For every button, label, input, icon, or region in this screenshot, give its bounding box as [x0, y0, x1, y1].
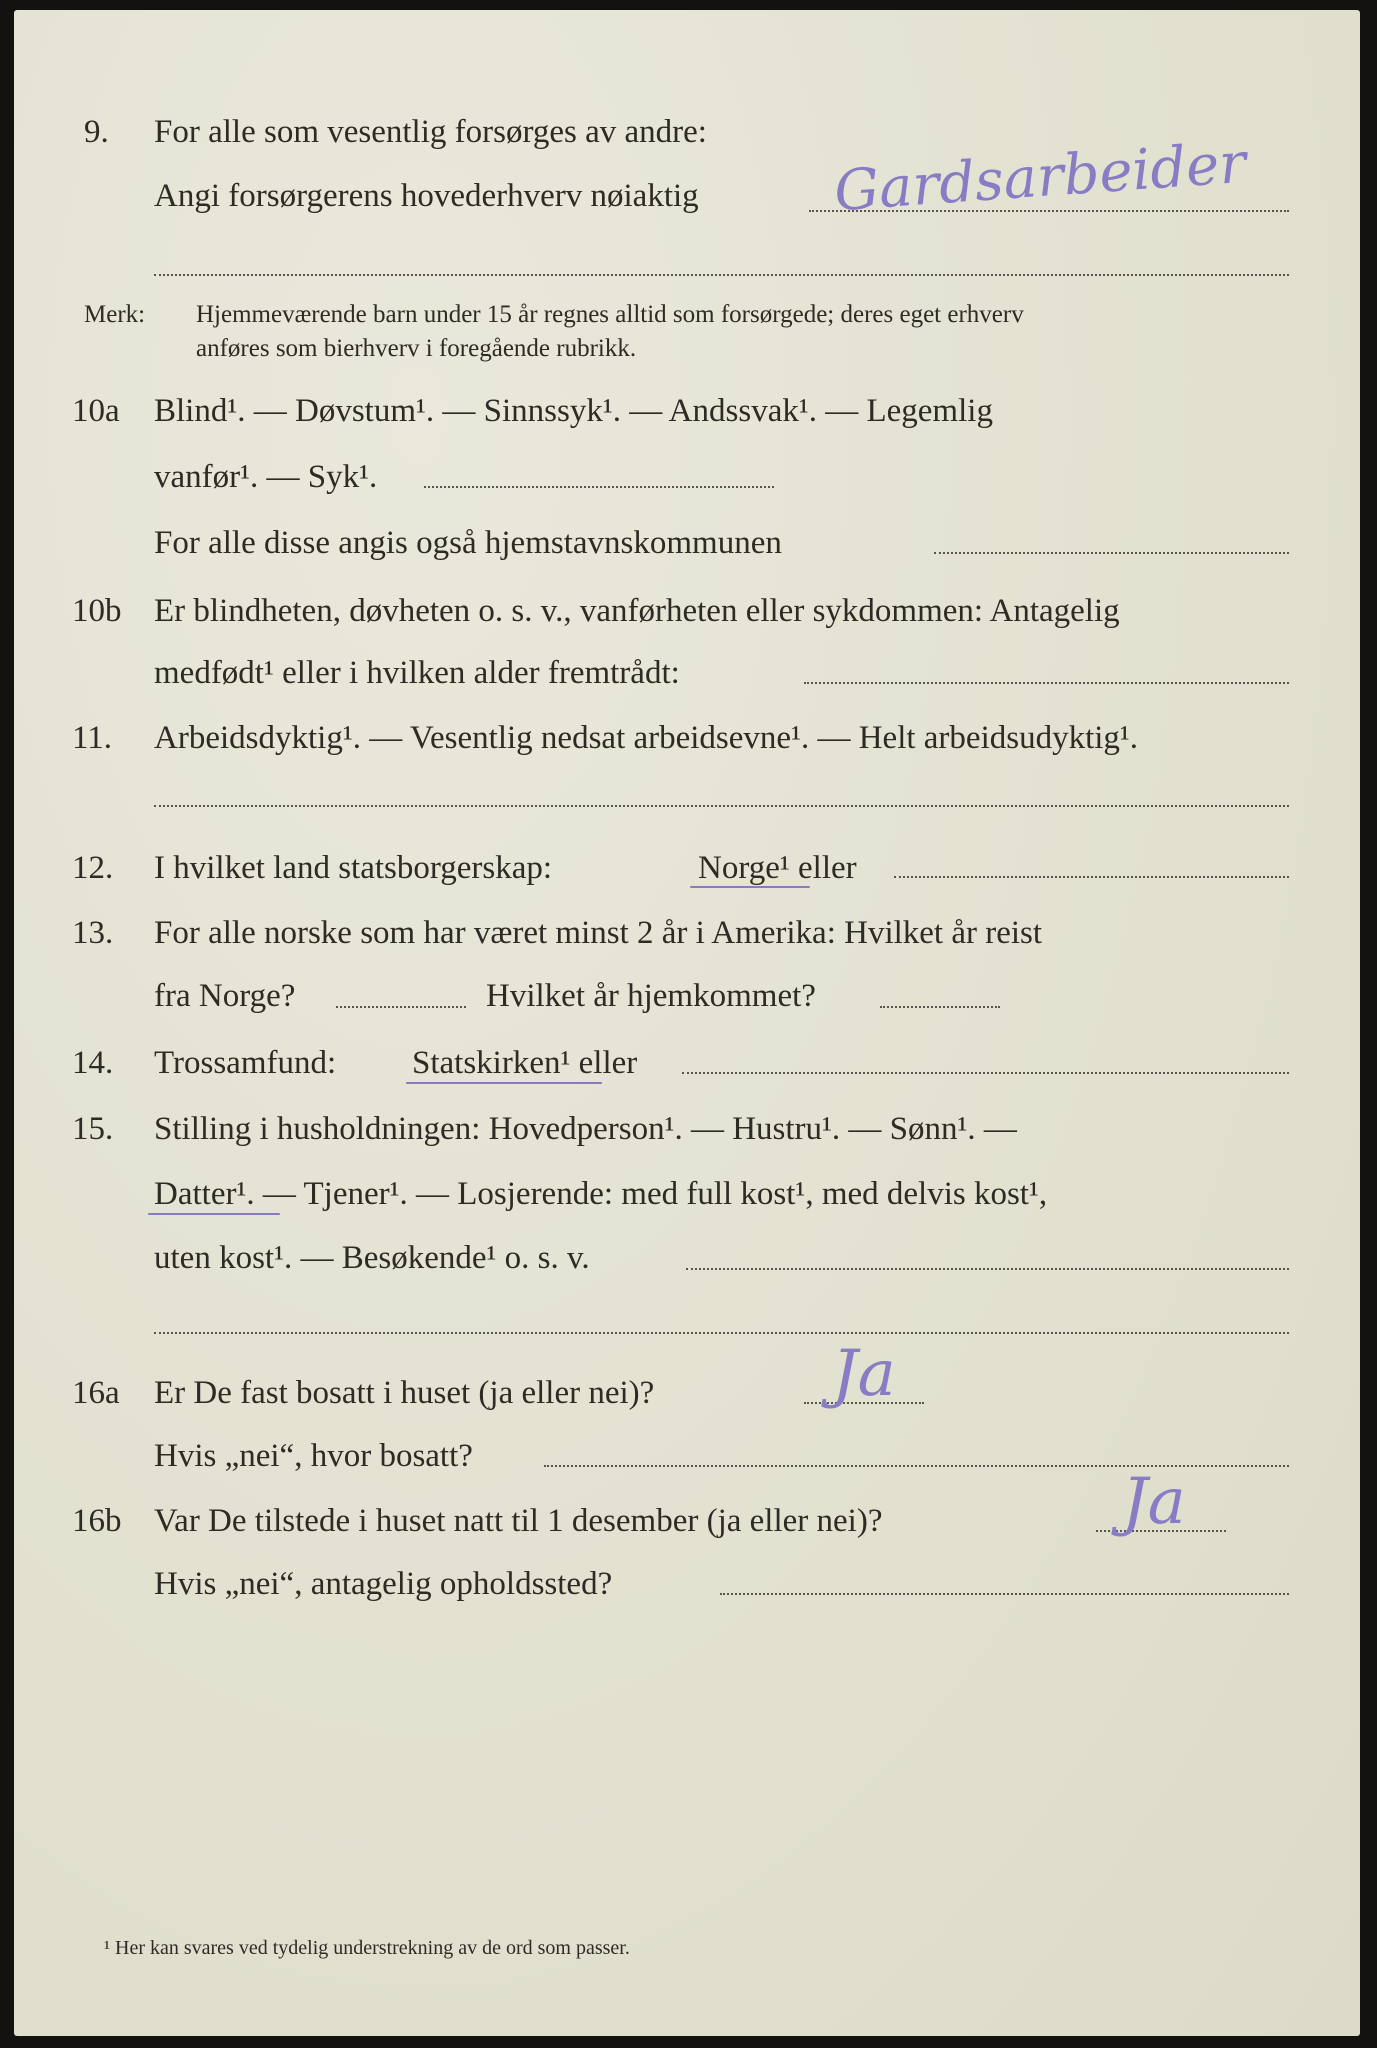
merk-label: Merk:: [84, 301, 146, 328]
q15-line1: Stilling i husholdningen: Hovedperson¹. — Hustru¹. — Sønn¹. —: [154, 1111, 1017, 1147]
q13-reist-line: [336, 1006, 466, 1008]
q11-line1: Arbeidsdyktig¹. — Vesentlig nedsat arbeidsevne¹. — Helt arbeidsudyktig¹.: [154, 720, 1139, 756]
q11-number: 11.: [72, 720, 113, 756]
q9-handwritten-answer: Gardsarbeider: [832, 130, 1249, 225]
q10a-number: 10a: [72, 393, 120, 429]
q11-answer-line: [154, 805, 1289, 807]
q15-line3: uten kost¹. — Besøkende¹ o. s. v.: [154, 1240, 590, 1276]
q10b-line2: medfødt¹ eller i hvilken alder fremtrådt:: [154, 655, 680, 691]
q14-statskirken: Statskirken¹ eller: [412, 1045, 638, 1081]
q16b-number: 16b: [72, 1503, 122, 1539]
q10b-number: 10b: [72, 593, 122, 629]
q12-number: 12.: [72, 850, 114, 886]
q16a-handwritten-answer: Ja: [832, 1337, 896, 1411]
q14-statskirken-underline: [406, 1082, 602, 1084]
merk-line1: Hjemmeværende barn under 15 år regnes alltid som forsørgede; deres eget erhverv: [196, 301, 1024, 328]
q10a-line3: For alle disse angis også hjemstavnskommunen: [154, 525, 782, 561]
q9-number: 9.: [84, 114, 109, 150]
q13-line1: For alle norske som har været minst 2 år i Amerika: Hvilket år reist: [154, 915, 1043, 951]
q15-extra-line: [154, 1332, 1289, 1334]
q9-line1: For alle som vesentlig forsørges av andre:: [154, 114, 707, 150]
q13-number: 13.: [72, 915, 114, 951]
merk-line2: anføres som bierhverv i foregående rubrikk.: [196, 335, 637, 362]
q13-hjem-line: [880, 1006, 1000, 1008]
q15-answer-line: [686, 1268, 1289, 1270]
q10b-answer-line: [804, 682, 1289, 684]
footnote: ¹ Her kan svares ved tydelig understrekning av de ord som passer.: [104, 1937, 630, 1959]
q12-norge: Norge¹ eller: [698, 850, 857, 886]
q12-answer-line: [894, 876, 1289, 878]
q16b-line2: Hvis „nei“, antagelig opholdssted?: [154, 1566, 613, 1602]
q9-line2: Angi forsørgerens hovederhverv nøiaktig: [154, 178, 699, 214]
q13-line2a: fra Norge?: [154, 978, 296, 1014]
q15-datter-underline: [148, 1213, 280, 1215]
q16a-line1: Er De fast bosatt i huset (ja eller nei)?: [154, 1375, 655, 1411]
q10b-line1: Er blindheten, døvheten o. s. v., vanførheten eller sykdommen: Antagelig: [154, 593, 1120, 629]
q14-number: 14.: [72, 1045, 114, 1081]
q10a-line2: vanfør¹. — Syk¹.: [154, 459, 378, 495]
q12-text: I hvilket land statsborgerskap:: [154, 850, 553, 886]
q10a-syk-line: [424, 486, 774, 488]
q16b-opholdssted-line: [720, 1593, 1289, 1595]
q13-line2b: Hvilket år hjemkommet?: [486, 978, 816, 1014]
q15-number: 15.: [72, 1111, 114, 1147]
census-form-page: [14, 10, 1360, 2036]
q16b-handwritten-answer: Ja: [1122, 1465, 1186, 1539]
q12-norge-underline: [690, 886, 810, 888]
q15-line2: Datter¹. — Tjener¹. — Losjerende: med full kost¹, med delvis kost¹,: [154, 1176, 1048, 1212]
q14-answer-line: [682, 1072, 1289, 1074]
q9-extra-line: [154, 274, 1289, 276]
q14-text: Trossamfund:: [154, 1045, 337, 1081]
q16b-line1: Var De tilstede i huset natt til 1 desember (ja eller nei)?: [154, 1503, 883, 1539]
q16a-line2: Hvis „nei“, hvor bosatt?: [154, 1438, 473, 1474]
q16a-number: 16a: [72, 1375, 120, 1411]
q10a-kommune-line: [934, 552, 1289, 554]
q10a-line1: Blind¹. — Døvstum¹. — Sinnssyk¹. — Andssvak¹. — Legemlig: [154, 393, 993, 429]
